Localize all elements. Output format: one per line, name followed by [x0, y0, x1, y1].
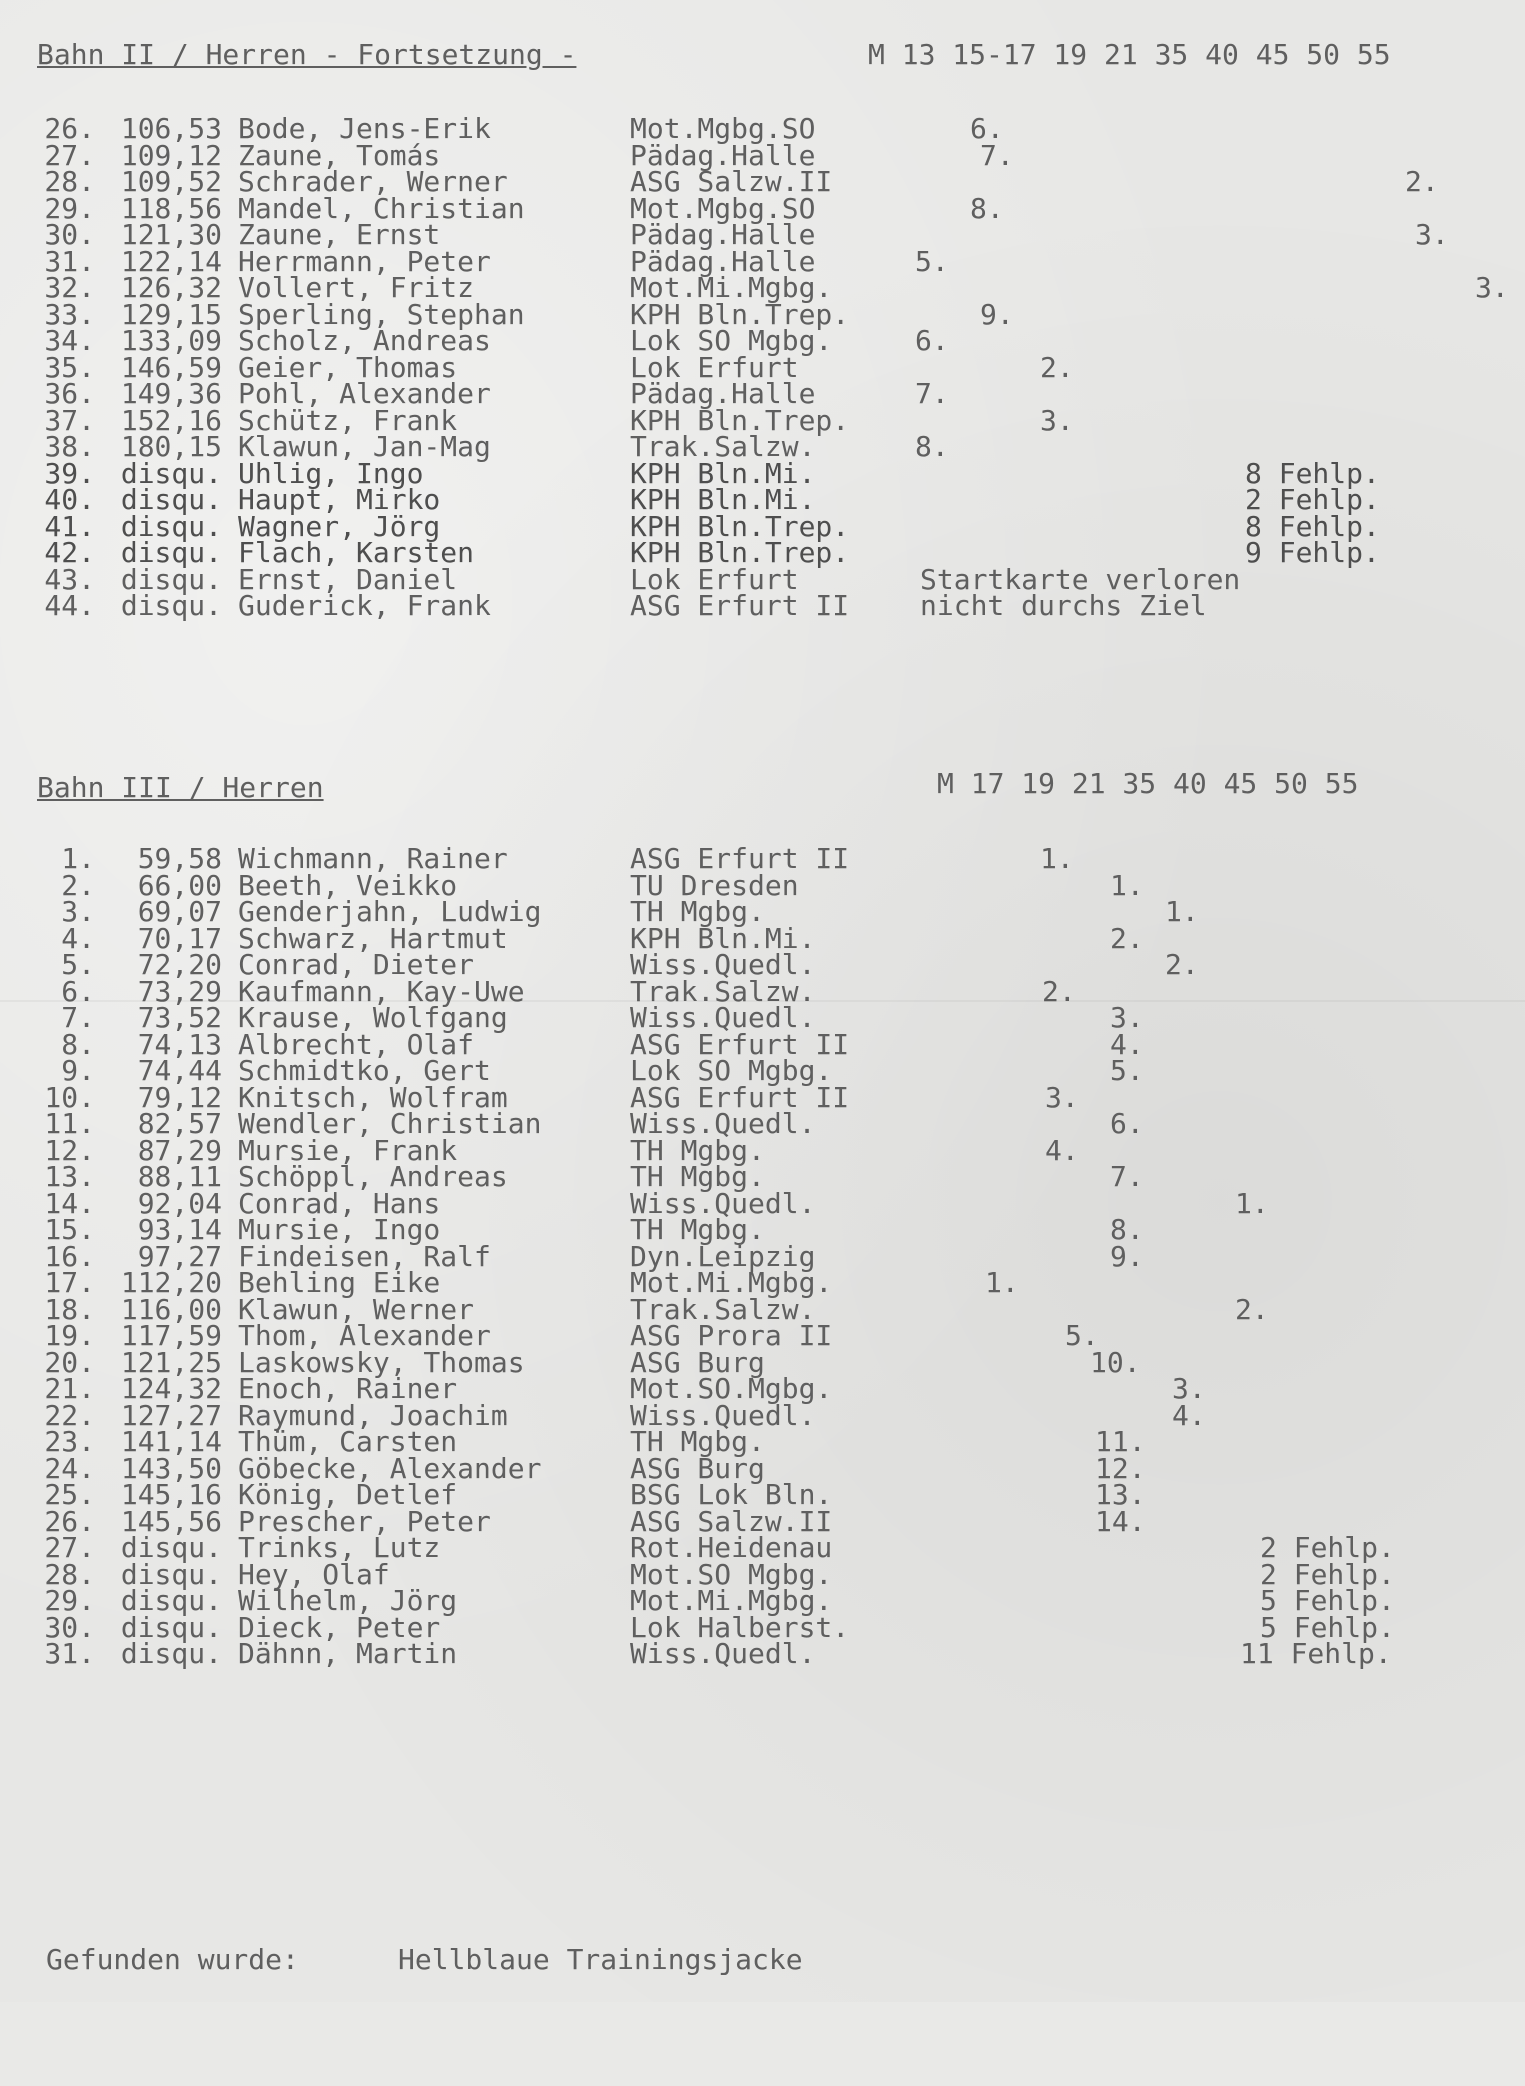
rank-cell: 28.: [44, 165, 95, 198]
rank-cell: 23.: [44, 1425, 95, 1458]
rank-cell: 28.: [44, 1557, 95, 1591]
mark-cell: 6.: [1110, 1107, 1144, 1140]
mark-cell: 3.: [1475, 271, 1509, 304]
mark-cell: 5.: [1065, 1319, 1099, 1352]
club-cell: Trak.Salzw.: [630, 974, 816, 1008]
rank-cell: 9.: [61, 1054, 95, 1087]
mark-cell: 5.: [1110, 1054, 1144, 1087]
rank-cell: 32.: [44, 271, 95, 304]
time-cell: 122,14: [120, 244, 222, 278]
club-cell: Mot.Mgbg.SO: [630, 191, 816, 225]
time-cell: disqu.: [120, 1531, 222, 1564]
rank-cell: 11.: [44, 1107, 95, 1140]
time-cell: disqu.: [120, 1637, 222, 1670]
name-cell: Zaune, Tomás: [238, 138, 441, 172]
mark-cell: 2.: [1042, 974, 1076, 1008]
name-cell: Flach, Karsten: [238, 536, 475, 569]
rank-cell: 13.: [44, 1160, 95, 1193]
time-cell: disqu.: [120, 536, 222, 569]
time-cell: disqu.: [120, 509, 222, 543]
section1-heading: Bahn II / Herren - Fortsetzung -: [37, 38, 577, 71]
club-cell: ASG Burg: [630, 1451, 765, 1485]
name-cell: Uhlig, Ingo: [238, 456, 424, 490]
mark-cell: Startkarte verloren: [920, 562, 1241, 596]
name-cell: Wilhelm, Jörg: [238, 1584, 458, 1617]
mark-cell: 9 Fehlp.: [1245, 536, 1380, 569]
mark-cell: 4.: [1110, 1027, 1144, 1061]
mark-cell: 3.: [1172, 1372, 1206, 1405]
name-cell: Behling Eike: [238, 1266, 441, 1299]
time-cell: 106,53: [120, 112, 222, 145]
name-cell: Schrader, Werner: [238, 165, 508, 198]
club-cell: KPH Bln.Trep.: [630, 509, 850, 543]
rank-cell: 25.: [44, 1478, 95, 1511]
mark-cell: 2 Fehlp.: [1260, 1531, 1395, 1564]
club-cell: Wiss.Quedl.: [630, 1001, 816, 1034]
mark-cell: 1.: [1040, 842, 1074, 875]
name-cell: Genderjahn, Ludwig: [238, 895, 542, 928]
time-cell: disqu.: [120, 589, 222, 622]
rank-cell: 29.: [44, 191, 95, 225]
club-cell: KPH Bln.Trep.: [630, 403, 850, 437]
rank-cell: 27.: [44, 138, 95, 172]
rank-cell: 26.: [44, 112, 95, 145]
mark-cell: 7.: [915, 377, 949, 410]
name-cell: Conrad, Hans: [238, 1186, 441, 1220]
footer-line: [0, 1942, 1525, 1978]
rank-cell: 19.: [44, 1319, 95, 1352]
time-cell: 124,32: [120, 1372, 222, 1405]
club-cell: KPH Bln.Trep.: [630, 536, 850, 569]
time-cell: 112,20: [120, 1266, 222, 1299]
footer-label: Gefunden wurde:: [46, 1943, 299, 1976]
name-cell: Göbecke, Alexander: [238, 1451, 542, 1485]
name-cell: Scholz, Andreas: [238, 324, 491, 357]
time-cell: 66,00: [137, 868, 222, 902]
name-cell: Beeth, Veikko: [238, 868, 458, 902]
time-cell: 87,29: [137, 1133, 222, 1167]
time-cell: disqu.: [120, 483, 222, 516]
club-cell: Wiss.Quedl.: [630, 1398, 816, 1432]
name-cell: Schmidtko, Gert: [238, 1054, 491, 1087]
name-cell: Conrad, Dieter: [238, 948, 475, 981]
mark-cell: 8.: [1110, 1213, 1144, 1246]
name-cell: Bode, Jens-Erik: [238, 112, 491, 145]
name-cell: Sperling, Stephan: [238, 297, 525, 331]
name-cell: Guderick, Frank: [238, 589, 491, 622]
mark-cell: 3.: [1040, 403, 1074, 437]
name-cell: Mandel, Christian: [238, 191, 525, 225]
mark-cell: 4.: [1045, 1133, 1079, 1167]
club-cell: TH Mgbg.: [630, 1213, 765, 1246]
time-cell: 74,44: [137, 1054, 222, 1087]
rank-cell: 31.: [44, 1637, 95, 1670]
club-cell: Rot.Heidenau: [630, 1531, 833, 1564]
time-cell: 143,50: [120, 1451, 222, 1485]
rank-cell: 36.: [44, 377, 95, 410]
mark-cell: 2.: [1040, 350, 1074, 384]
club-cell: ASG Salzw.II: [630, 165, 833, 198]
mark-cell: 8.: [915, 430, 949, 463]
club-cell: Lok SO Mgbg.: [630, 324, 833, 357]
club-cell: KPH Bln.Mi.: [630, 483, 816, 516]
time-cell: 145,56: [120, 1504, 222, 1538]
mark-cell: 5 Fehlp.: [1260, 1610, 1395, 1644]
rank-cell: 42.: [44, 536, 95, 569]
name-cell: Klawun, Werner: [238, 1292, 475, 1326]
name-cell: Mursie, Ingo: [238, 1213, 441, 1246]
rank-cell: 33.: [44, 297, 95, 331]
name-cell: Trinks, Lutz: [238, 1531, 441, 1564]
rank-cell: 30.: [44, 218, 95, 251]
club-cell: Wiss.Quedl.: [630, 948, 816, 981]
rank-cell: 34.: [44, 324, 95, 357]
time-cell: 109,52: [120, 165, 222, 198]
club-cell: Mot.Mgbg.SO: [630, 112, 816, 145]
club-cell: Mot.SO.Mgbg.: [630, 1372, 833, 1405]
time-cell: disqu.: [120, 1557, 222, 1591]
mark-cell: 9.: [1110, 1239, 1144, 1273]
time-cell: 133,09: [120, 324, 222, 357]
club-cell: Lok SO Mgbg.: [630, 1054, 833, 1087]
name-cell: Zaune, Ernst: [238, 218, 441, 251]
rank-cell: 4.: [61, 921, 95, 955]
rank-cell: 44.: [44, 589, 95, 622]
mark-cell: 3.: [1110, 1001, 1144, 1034]
club-cell: Lok Halberst.: [630, 1610, 850, 1644]
mark-cell: 11 Fehlp.: [1240, 1637, 1392, 1670]
club-cell: Mot.Mi.Mgbg.: [630, 1266, 833, 1299]
rank-cell: 12.: [44, 1133, 95, 1167]
rank-cell: 21.: [44, 1372, 95, 1405]
club-cell: TH Mgbg.: [630, 895, 765, 928]
club-cell: KPH Bln.Trep.: [630, 297, 850, 331]
time-cell: 117,59: [120, 1319, 222, 1352]
rank-cell: 18.: [44, 1292, 95, 1326]
section1-column-labels: M 13 15-17 19 21 35 40 45 50 55: [868, 38, 1391, 71]
time-cell: 59,58: [137, 842, 222, 875]
name-cell: Wagner, Jörg: [238, 509, 441, 543]
time-cell: 73,52: [137, 1001, 222, 1034]
time-cell: 93,14: [137, 1213, 222, 1246]
time-cell: 152,16: [120, 403, 222, 437]
time-cell: 116,00: [120, 1292, 222, 1326]
rank-cell: 27.: [44, 1531, 95, 1564]
rank-cell: 16.: [44, 1239, 95, 1273]
mark-cell: 3.: [1415, 218, 1449, 251]
club-cell: Pädag.Halle: [630, 138, 816, 172]
name-cell: Albrecht, Olaf: [238, 1027, 475, 1061]
name-cell: Geier, Thomas: [238, 350, 458, 384]
club-cell: Wiss.Quedl.: [630, 1637, 816, 1670]
mark-cell: 2 Fehlp.: [1245, 483, 1380, 516]
rank-cell: 3.: [61, 895, 95, 928]
name-cell: Haupt, Mirko: [238, 483, 441, 516]
mark-cell: nicht durchs Ziel: [920, 589, 1207, 622]
club-cell: Wiss.Quedl.: [630, 1186, 816, 1220]
name-cell: Hey, Olaf: [238, 1557, 390, 1591]
rank-cell: 43.: [44, 562, 95, 596]
table-row: [0, 588, 1525, 624]
time-cell: 82,57: [137, 1107, 222, 1140]
club-cell: ASG Erfurt II: [630, 1027, 850, 1061]
mark-cell: 11.: [1095, 1425, 1146, 1458]
rank-cell: 38.: [44, 430, 95, 463]
rank-cell: 6.: [61, 974, 95, 1008]
time-cell: 74,13: [137, 1027, 222, 1061]
club-cell: TH Mgbg.: [630, 1425, 765, 1458]
time-cell: 109,12: [120, 138, 222, 172]
rank-cell: 7.: [61, 1001, 95, 1034]
name-cell: Laskowsky, Thomas: [238, 1345, 525, 1379]
name-cell: Kaufmann, Kay-Uwe: [238, 974, 525, 1008]
rank-cell: 17.: [44, 1266, 95, 1299]
name-cell: Schöppl, Andreas: [238, 1160, 508, 1193]
name-cell: Pohl, Alexander: [238, 377, 491, 410]
name-cell: Dähnn, Martin: [238, 1637, 458, 1670]
time-cell: 141,14: [120, 1425, 222, 1458]
name-cell: Krause, Wolfgang: [238, 1001, 508, 1034]
club-cell: BSG Lok Bln.: [630, 1478, 833, 1511]
name-cell: Enoch, Rainer: [238, 1372, 458, 1405]
rank-cell: 10.: [44, 1080, 95, 1114]
time-cell: 145,16: [120, 1478, 222, 1511]
name-cell: Knitsch, Wolfram: [238, 1080, 508, 1114]
mark-cell: 7.: [1110, 1160, 1144, 1193]
club-cell: ASG Erfurt II: [630, 589, 850, 622]
section2-heading: Bahn III / Herren: [37, 771, 324, 804]
mark-cell: 1.: [1235, 1186, 1269, 1220]
mark-cell: 8.: [970, 191, 1004, 225]
time-cell: 180,15: [120, 430, 222, 463]
name-cell: Thüm, Carsten: [238, 1425, 458, 1458]
time-cell: 129,15: [120, 297, 222, 331]
mark-cell: 8 Fehlp.: [1245, 456, 1380, 490]
time-cell: disqu.: [120, 1610, 222, 1644]
paper-fold: [0, 1000, 1525, 1002]
rank-cell: 14.: [44, 1186, 95, 1220]
mark-cell: 12.: [1095, 1451, 1146, 1485]
name-cell: Mursie, Frank: [238, 1133, 458, 1167]
club-cell: Mot.Mi.Mgbg.: [630, 271, 833, 304]
time-cell: 118,56: [120, 191, 222, 225]
time-cell: 70,17: [137, 921, 222, 955]
club-cell: ASG Salzw.II: [630, 1504, 833, 1538]
section1-columns-line: [0, 37, 1525, 73]
rank-cell: 26.: [44, 1504, 95, 1538]
footer-item: Hellblaue Trainingsjacke: [398, 1943, 803, 1976]
mark-cell: 7.: [980, 138, 1014, 172]
club-cell: Mot.Mi.Mgbg.: [630, 1584, 833, 1617]
rank-cell: 1.: [61, 842, 95, 875]
club-cell: KPH Bln.Mi.: [630, 456, 816, 490]
name-cell: Schütz, Frank: [238, 403, 458, 437]
mark-cell: 4.: [1172, 1398, 1206, 1432]
mark-cell: 5.: [915, 244, 949, 278]
club-cell: Pädag.Halle: [630, 244, 816, 278]
rank-cell: 8.: [61, 1027, 95, 1061]
rank-cell: 35.: [44, 350, 95, 384]
mark-cell: 2.: [1110, 921, 1144, 955]
rank-cell: 2.: [61, 868, 95, 902]
club-cell: Pädag.Halle: [630, 218, 816, 251]
club-cell: TU Dresden: [630, 868, 799, 902]
mark-cell: 10.: [1090, 1345, 1141, 1379]
club-cell: Mot.SO Mgbg.: [630, 1557, 833, 1591]
club-cell: Trak.Salzw.: [630, 1292, 816, 1326]
name-cell: Herrmann, Peter: [238, 244, 491, 278]
time-cell: 127,27: [120, 1398, 222, 1432]
rank-cell: 39.: [44, 456, 95, 490]
time-cell: 126,32: [120, 271, 222, 304]
mark-cell: 3.: [1045, 1080, 1079, 1114]
mark-cell: 9.: [980, 297, 1014, 331]
rank-cell: 15.: [44, 1213, 95, 1246]
table-row: [0, 1636, 1525, 1672]
name-cell: Wendler, Christian: [238, 1107, 542, 1140]
mark-cell: 2.: [1235, 1292, 1269, 1326]
rank-cell: 37.: [44, 403, 95, 437]
rank-cell: 41.: [44, 509, 95, 543]
time-cell: 73,29: [137, 974, 222, 1008]
mark-cell: 1.: [985, 1266, 1019, 1299]
name-cell: Wichmann, Rainer: [238, 842, 508, 875]
rank-cell: 40.: [44, 483, 95, 516]
mark-cell: 14.: [1095, 1504, 1146, 1538]
rank-cell: 5.: [61, 948, 95, 981]
club-cell: TH Mgbg.: [630, 1160, 765, 1193]
time-cell: 72,20: [137, 948, 222, 981]
section2-columns-line: [0, 766, 1525, 802]
mark-cell: 2.: [1405, 165, 1439, 198]
name-cell: Vollert, Fritz: [238, 271, 475, 304]
club-cell: Lok Erfurt: [630, 350, 799, 384]
rank-cell: 31.: [44, 244, 95, 278]
name-cell: Prescher, Peter: [238, 1504, 491, 1538]
time-cell: disqu.: [120, 562, 222, 596]
name-cell: Dieck, Peter: [238, 1610, 441, 1644]
time-cell: 121,25: [120, 1345, 222, 1379]
club-cell: Pädag.Halle: [630, 377, 816, 410]
mark-cell: 6.: [915, 324, 949, 357]
time-cell: disqu.: [120, 1584, 222, 1617]
time-cell: disqu.: [120, 456, 222, 490]
mark-cell: 2 Fehlp.: [1260, 1557, 1395, 1591]
club-cell: Lok Erfurt: [630, 562, 799, 596]
mark-cell: 13.: [1095, 1478, 1146, 1511]
time-cell: 88,11: [137, 1160, 222, 1193]
name-cell: Raymund, Joachim: [238, 1398, 508, 1432]
club-cell: ASG Burg: [630, 1345, 765, 1379]
club-cell: ASG Erfurt II: [630, 1080, 850, 1114]
rank-cell: 24.: [44, 1451, 95, 1485]
club-cell: ASG Erfurt II: [630, 842, 850, 875]
mark-cell: 1.: [1110, 868, 1144, 902]
rank-cell: 20.: [44, 1345, 95, 1379]
rank-cell: 22.: [44, 1398, 95, 1432]
club-cell: Wiss.Quedl.: [630, 1107, 816, 1140]
name-cell: Schwarz, Hartmut: [238, 921, 508, 955]
club-cell: TH Mgbg.: [630, 1133, 765, 1167]
time-cell: 121,30: [120, 218, 222, 251]
name-cell: König, Detlef: [238, 1478, 458, 1511]
mark-cell: 5 Fehlp.: [1260, 1584, 1395, 1617]
time-cell: 97,27: [137, 1239, 222, 1273]
mark-cell: 8 Fehlp.: [1245, 509, 1380, 543]
time-cell: 69,07: [137, 895, 222, 928]
name-cell: Klawun, Jan-Mag: [238, 430, 491, 463]
club-cell: ASG Prora II: [630, 1319, 833, 1352]
name-cell: Ernst, Daniel: [238, 562, 458, 596]
time-cell: 149,36: [120, 377, 222, 410]
mark-cell: 6.: [970, 112, 1004, 145]
section2-column-labels: M 17 19 21 35 40 45 50 55: [937, 767, 1359, 800]
mark-cell: 2.: [1165, 948, 1199, 981]
name-cell: Findeisen, Ralf: [238, 1239, 491, 1273]
club-cell: KPH Bln.Mi.: [630, 921, 816, 955]
rank-cell: 30.: [44, 1610, 95, 1644]
name-cell: Thom, Alexander: [238, 1319, 491, 1352]
club-cell: Dyn.Leipzig: [630, 1239, 816, 1273]
rank-cell: 29.: [44, 1584, 95, 1617]
mark-cell: 1.: [1165, 895, 1199, 928]
time-cell: 146,59: [120, 350, 222, 384]
club-cell: Trak.Salzw.: [630, 430, 816, 463]
time-cell: 79,12: [137, 1080, 222, 1114]
time-cell: 92,04: [137, 1186, 222, 1220]
